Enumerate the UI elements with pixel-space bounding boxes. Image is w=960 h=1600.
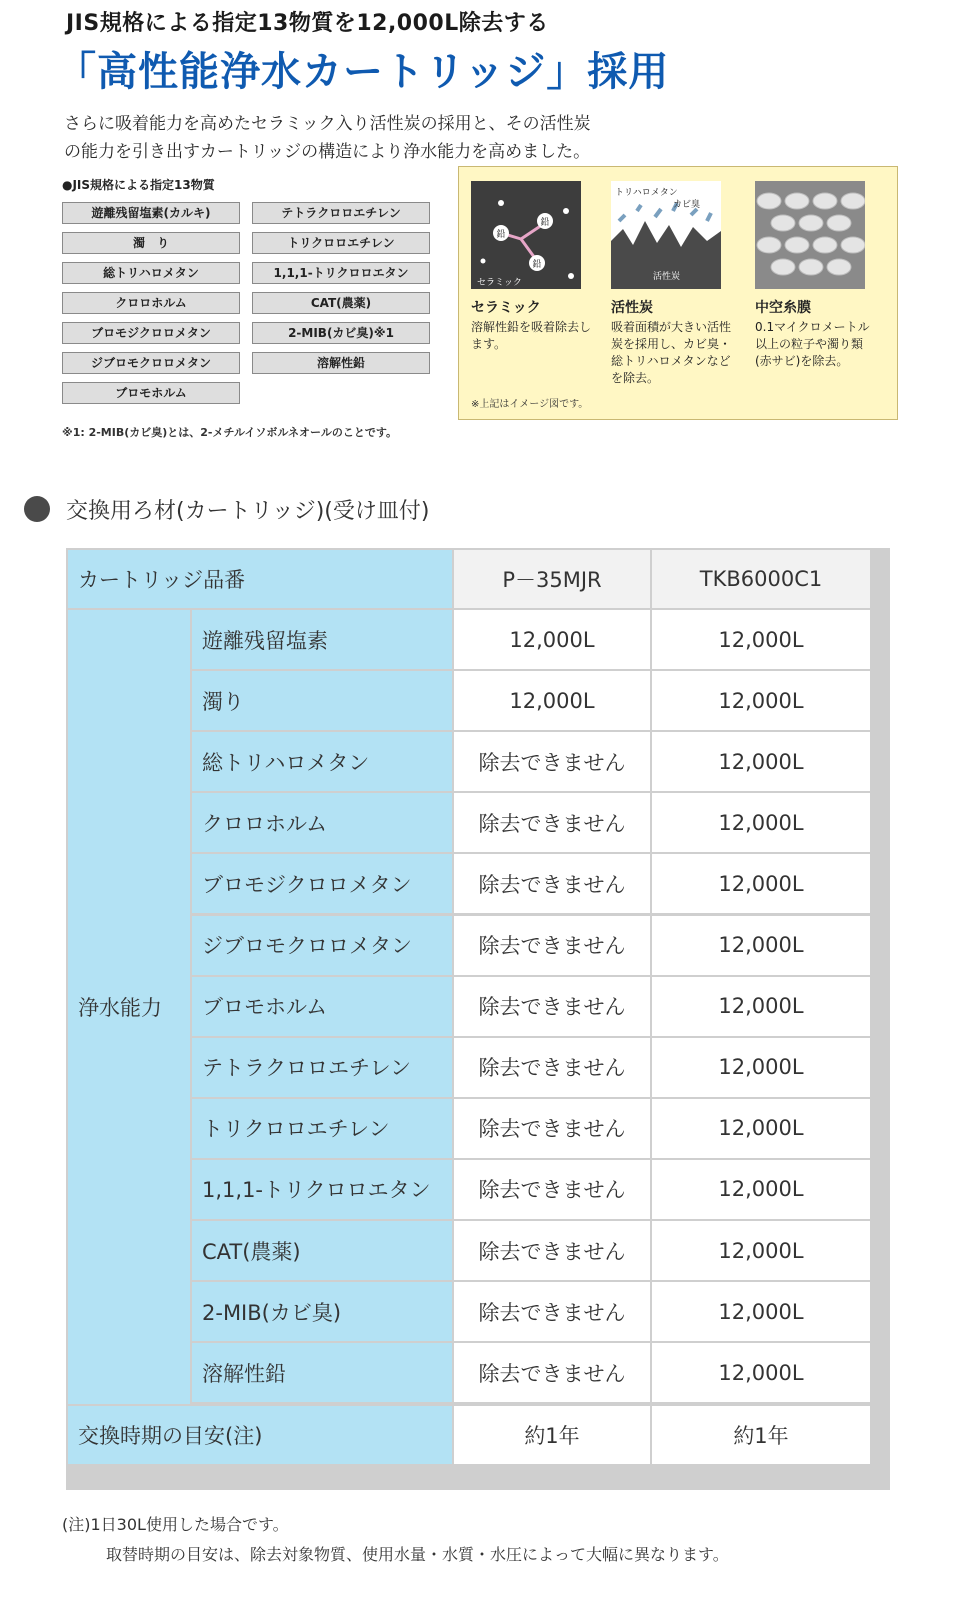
row-value-cell-1: 除去できません (454, 916, 650, 975)
ceramic-image-label: セラミック (477, 278, 522, 288)
row-value-cell-1: 除去できません (454, 1343, 650, 1402)
row-value-cell-1: 12,000L (454, 610, 650, 669)
row-item-cell: CAT(農薬) (192, 1221, 452, 1280)
intro-text (64, 110, 704, 166)
filter-illustration-panel (458, 166, 898, 420)
row-value-cell-2: 12,000L (652, 610, 870, 669)
row-item-cell: 2-MIB(カビ臭) (192, 1282, 452, 1341)
footer-value-1: 約1年 (454, 1406, 650, 1464)
row-value-cell-1: 除去できません (454, 732, 650, 791)
row-item-cell: トリクロロエチレン (192, 1099, 452, 1158)
row-item-cell: 総トリハロメタン (192, 732, 452, 791)
row-item-cell: 濁り (192, 671, 452, 730)
row-value-cell-2: 12,000L (652, 793, 870, 852)
jis-substance-chip: ブロモジクロロメタン (62, 322, 240, 344)
row-item-cell: テトラクロロエチレン (192, 1038, 452, 1097)
mold-odor-label: カビ臭 (673, 200, 701, 210)
activated-carbon-illustration (611, 181, 721, 289)
note-line-1: (注)1日30L使用した場合です。 (62, 1515, 289, 1534)
row-item-cell: 1,1,1-トリクロロエタン (192, 1160, 452, 1219)
activated-carbon-desc: 吸着面積が大きい活性炭を採用し、カビ臭・総トリハロメタンなどを除去。 (611, 320, 732, 385)
ceramic-desc: 溶解性鉛を吸着除去します。 (471, 320, 592, 351)
jis-substance-chip: トリクロロエチレン (252, 232, 430, 254)
row-item-cell: 溶解性鉛 (192, 1343, 452, 1402)
row-item-cell: クロロホルム (192, 793, 452, 852)
jis-substance-chip: ジブロモクロロメタン (62, 352, 240, 374)
row-value-cell-2: 12,000L (652, 1099, 870, 1158)
row-value-cell-2: 12,000L (652, 1343, 870, 1402)
row-value-cell-2: 12,000L (652, 732, 870, 791)
row-value-cell-2: 12,000L (652, 916, 870, 975)
jis-substance-chip: ブロモホルム (62, 382, 240, 404)
row-value-cell-2: 12,000L (652, 854, 870, 913)
row-value-cell-1: 除去できません (454, 1221, 650, 1280)
note-line-2: 取替時期の目安は、除去対象物質、使用水量・水質・水圧によって大幅に異なります。 (106, 1545, 729, 1564)
hollow-fiber-desc: 0.1マイクロメートル以上の粒子や濁り類(赤サビ)を除去。 (755, 320, 870, 368)
jis-substance-chip: 濁 り (62, 232, 240, 254)
jis-substance-chip: 2-MIB(カビ臭)※1 (252, 322, 430, 344)
row-value-cell-1: 除去できません (454, 1099, 650, 1158)
jis-substance-chip: テトラクロロエチレン (252, 202, 430, 224)
row-value-cell-1: 12,000L (454, 671, 650, 730)
hollow-fiber-illustration (755, 181, 865, 289)
mib-footnote: ※1: 2-MIB(カビ臭)とは、2-メチルイソボルネオールのことです。 (62, 426, 397, 439)
lead-label-1: 鉛 (496, 230, 506, 240)
header-label-cell: カートリッジ品番 (68, 550, 452, 608)
jis-substance-chip: CAT(農薬) (252, 292, 430, 314)
row-value-cell-1: 除去できません (454, 1282, 650, 1341)
cartridge-table (66, 548, 890, 1490)
model-header-1: P－35MJR (454, 550, 650, 608)
row-value-cell-2: 12,000L (652, 1160, 870, 1219)
intro-line-1: さらに吸着能力を高めたセラミック入り活性炭の採用と、その活性炭 (64, 114, 591, 134)
jis-substance-chip: 総トリハロメタン (62, 262, 240, 284)
jis-substance-chip: 溶解性鉛 (252, 352, 430, 374)
row-value-cell-1: 除去できません (454, 977, 650, 1036)
row-value-cell-2: 12,000L (652, 977, 870, 1036)
jis-substance-chip: 遊離残留塩素(カルキ) (62, 202, 240, 224)
intro-line-2: の能力を引き出すカートリッジの構造により浄水能力を高めました。 (64, 142, 591, 162)
bullet-icon (24, 496, 50, 522)
ceramic-illustration (471, 181, 581, 289)
hollow-fiber-name: 中空糸膜 (755, 300, 811, 316)
jis-substance-chip: 1,1,1-トリクロロエタン (252, 262, 430, 284)
footer-value-2: 約1年 (652, 1406, 870, 1464)
row-value-cell-1: 除去できません (454, 1038, 650, 1097)
row-value-cell-1: 除去できません (454, 793, 650, 852)
row-item-cell: ブロモホルム (192, 977, 452, 1036)
trihalomethane-label: トリハロメタン (615, 188, 678, 198)
ceramic-name: セラミック (471, 300, 541, 316)
group-label-cell: 浄水能力 (68, 610, 190, 1404)
row-value-cell-2: 12,000L (652, 1038, 870, 1097)
row-value-cell-2: 12,000L (652, 1282, 870, 1341)
jis-substance-chip: クロロホルム (62, 292, 240, 314)
row-item-cell: ブロモジクロロメタン (192, 854, 452, 913)
lead-label-2: 鉛 (540, 218, 550, 228)
lead-label-3: 鉛 (532, 260, 542, 270)
headline-subtitle: JIS規格による指定13物質を12,000L除去する (66, 11, 549, 36)
headline-title: 「高性能浄水カートリッジ」採用 (56, 49, 670, 95)
section-title: 交換用ろ材(カートリッジ)(受け皿付) (66, 499, 430, 524)
row-item-cell: ジブロモクロロメタン (192, 916, 452, 975)
footer-label-cell: 交換時期の目安(注) (68, 1406, 452, 1464)
row-item-cell: 遊離残留塩素 (192, 610, 452, 669)
row-value-cell-2: 12,000L (652, 671, 870, 730)
jis-list-title: ●JIS規格による指定13物質 (62, 178, 215, 192)
row-value-cell-2: 12,000L (652, 1221, 870, 1280)
image-note: ※上記はイメージ図です。 (471, 399, 589, 410)
row-value-cell-1: 除去できません (454, 1160, 650, 1219)
carbon-image-label: 活性炭 (653, 272, 681, 282)
activated-carbon-name: 活性炭 (611, 300, 653, 316)
model-header-2: TKB6000C1 (652, 550, 870, 608)
row-value-cell-1: 除去できません (454, 854, 650, 913)
